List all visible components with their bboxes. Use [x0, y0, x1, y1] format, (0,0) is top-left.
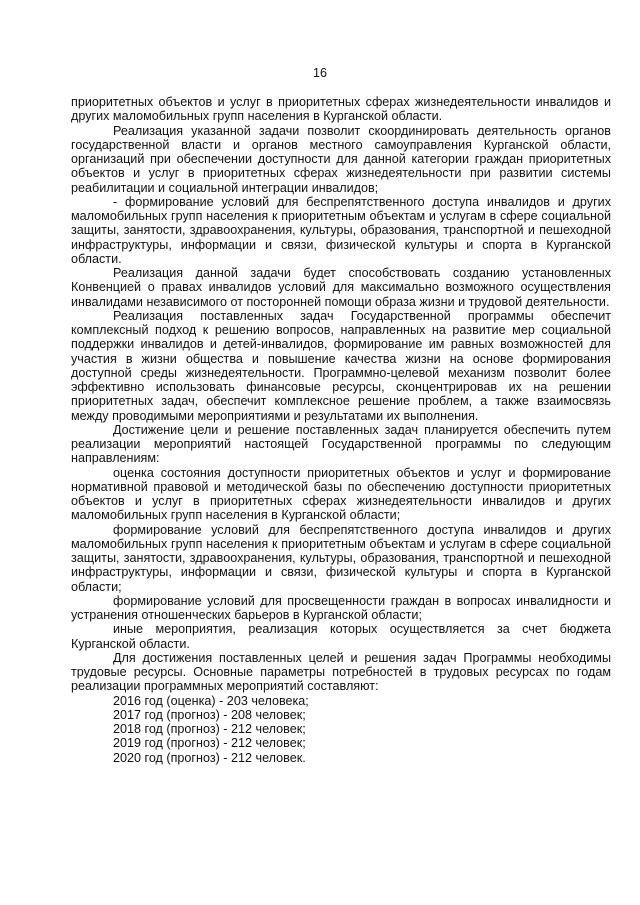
paragraph: иные мероприятия, реализация которых осуществляется за счет бюджета Курганской области.	[71, 622, 611, 651]
page-number: 16	[313, 66, 327, 80]
workforce-item: 2018 год (прогноз) - 212 человек;	[113, 722, 306, 736]
paragraph: формирование условий для беспрепятственного доступа инвалидов и других маломобильных групп населения к приоритетным объектам и услугам в сфере социальной защиты, занятости, здравоохранения, культуры, образования, транспортной и пешеходной инфраструктуры, информации и связи, физической культуры и спорта в Курганской области;	[71, 522, 611, 594]
paragraph: оценка состояния доступности приоритетных объектов и услуг и формирование нормативной правовой и методической базы по обеспечению доступности приоритетных объектов и услуг в приоритетных сферах жизнедеятельности инвалидов и других маломобильных групп населения в Курганской области;	[71, 465, 611, 523]
workforce-item: 2017 год (прогноз) - 208 человек;	[113, 707, 306, 722]
workforce-item: 2016 год (оценка) - 203 человека;	[113, 693, 309, 708]
paragraph: приоритетных объектов и услуг в приоритетных сферах жизнедеятельности инвалидов и других маломобильных групп населения в Курганской области.	[71, 95, 611, 124]
paragraph: Достижение цели и решение поставленных задач планируется обеспечить путем реализации мероприятий настоящей Государственной программы по следующим направлениям:	[71, 422, 611, 466]
paragraph: Реализация указанной задачи позволит скоординировать деятельность органов государственной власти и органов местного самоуправления Курганской области, организаций при обеспечении доступности для данной категории граждан приоритетных объектов и услуг в приоритетных сферах жизнедеятельности при развитии системы реабилитации и социальной интеграции инвалидов;	[71, 123, 611, 195]
paragraph: Реализация поставленных задач Государственной программы обеспечит комплексный подход к решению вопросов, направленных на развитие мер социальной поддержки инвалидов и детей-инвалидов, формирование им равных возможностей для участия в жизни общества и повышение качества жизни на основе формирования доступной среды жизнедеятельности. Программно-целевой механизм позволит более эффективно использовать финансовые ресурсы, сконцентрировав их на решении приоритетных задач, обеспечит комплексное решение проблем, а также взаимосвязь между проводимыми мероприятиями и результатами их выполнения.	[71, 308, 611, 423]
workforce-item: 2020 год (прогноз) - 212 человек.	[113, 750, 306, 765]
paragraph: - формирование условий для беспрепятственного доступа инвалидов и других маломобильных групп населения к приоритетным объектам и услугам в сфере социальной защиты, занятости, здравоохранения, культуры, образования, транспортной и пешеходной инфраструктуры, информации и связи, физической культуры и спорта в Курганской области.	[71, 194, 611, 266]
workforce-item: 2019 год (прогноз) - 212 человек;	[113, 736, 306, 751]
document-body	[71, 95, 611, 765]
paragraph: Для достижения поставленных целей и решения задач Программы необходимы трудовые ресурсы. Основные параметры потребностей в трудовых ресурсах по годам реализации программных мероприятий составляют:	[71, 650, 611, 694]
paragraph: Реализация данной задачи будет способствовать созданию установленных Конвенцией о правах инвалидов условий для максимально возможного осуществления инвалидами независимого от посторонней помощи образа жизни и трудовой деятельности.	[71, 266, 611, 309]
paragraph: формирование условий для просвещенности граждан в вопросах инвалидности и устранения отношенческих барьеров в Курганской области;	[71, 593, 611, 622]
